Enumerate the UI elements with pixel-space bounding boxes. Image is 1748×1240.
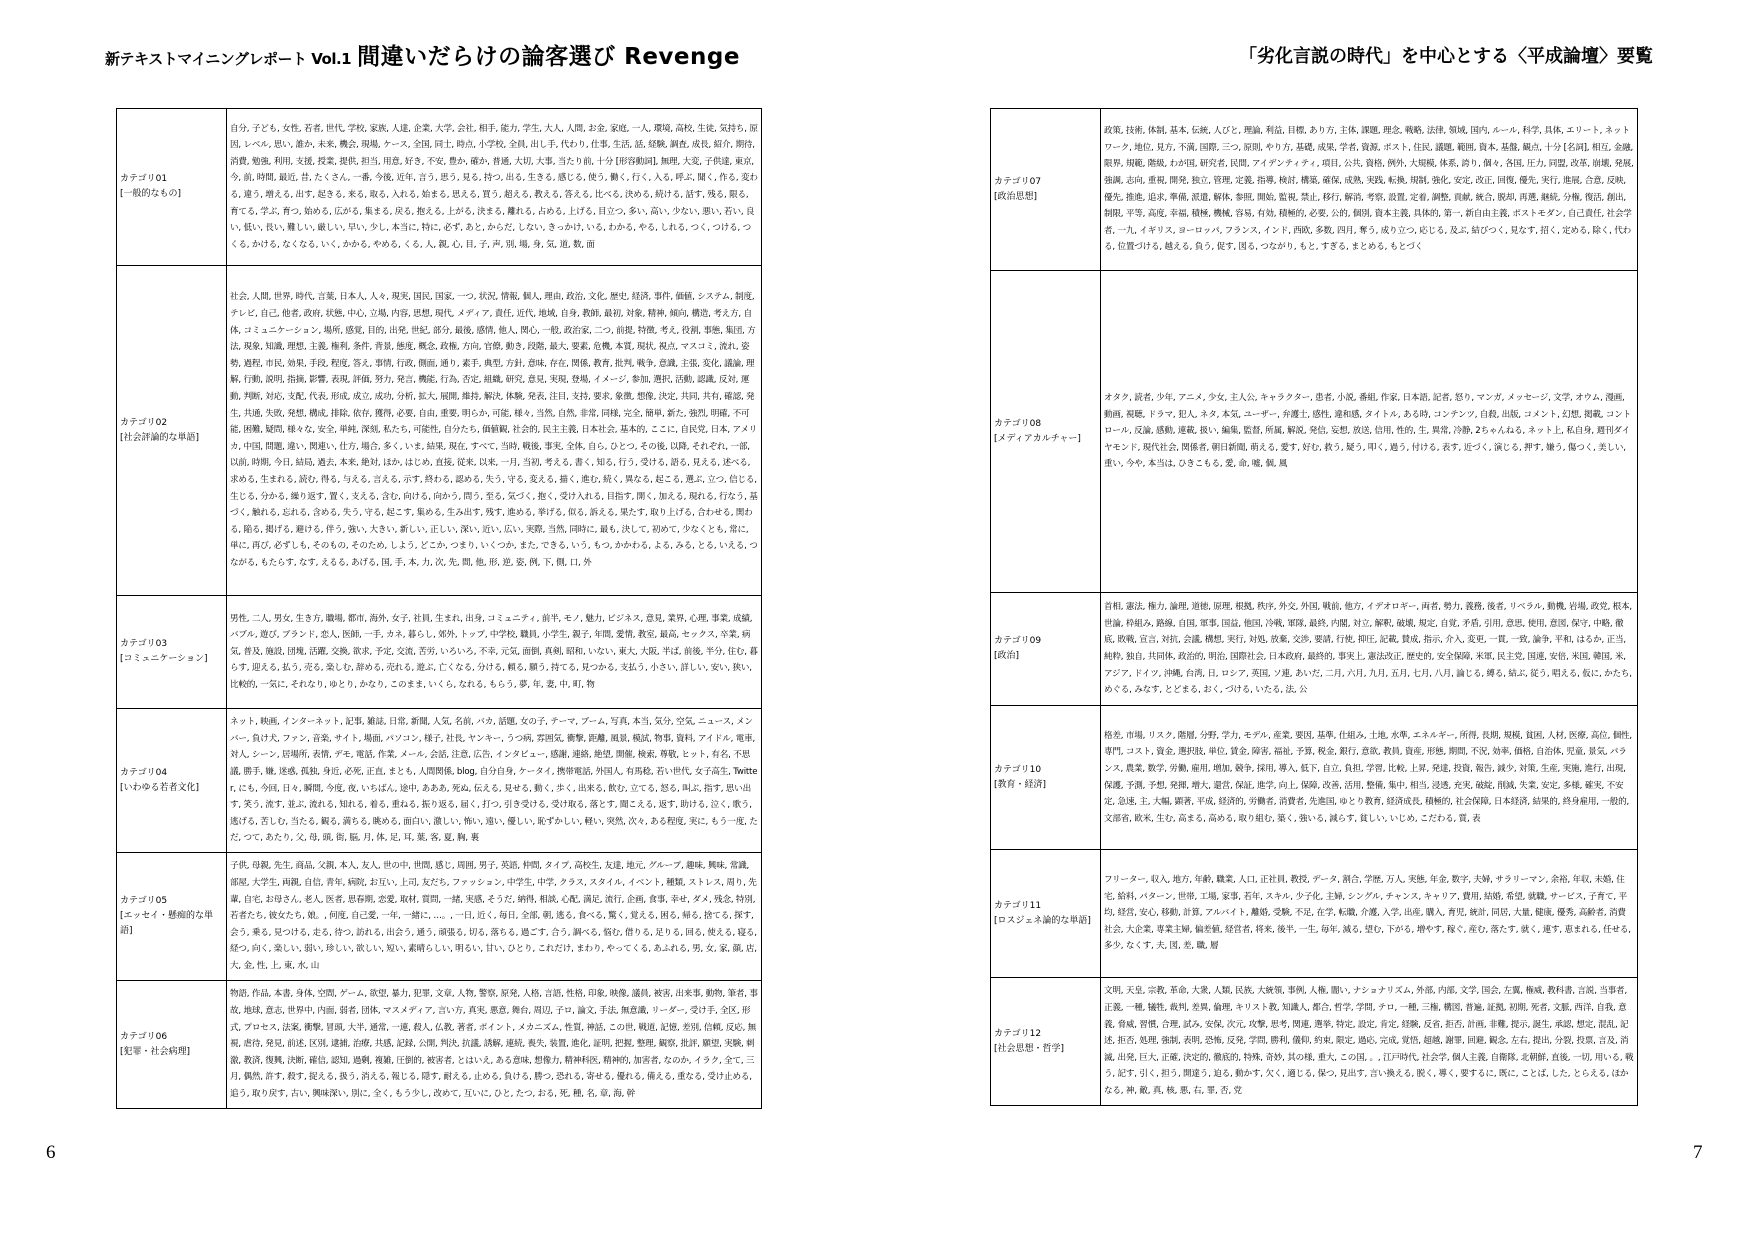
category-words: 子供, 母親, 先生, 商品, 父親, 本人, 友人, 世の中, 世間, 感じ, 周囲, 男子, 英語, 仲間, タイプ, 高校生, 友達, 地元, グループ, 趣味, 興味, 常識, 部屋, 大学生, 両親, 自信, 青年, 病院, お互い, 上司, 友だち, ファッション, 中学生, 中学, クラス, スタイル, イベント, 種類, ストレス, 周り, 先輩, 自宅, お母さん, 老人, 医者, 思春期, 恋愛, 取材, 質問, 一緒, 実感, そうだ, 納得, 相談, 心配, 満足, 流行, 企画, 食事, 幸せ, ダメ, 残念, 特別, 若者たち, 彼女たち, 娘。, 何度, 自己愛, 一年, 一緒に, …。, 一日, 近く, 毎日, 全部, 朝, 逃る, 食べる, 驚く, 覚える, 困る, 帰る, 捨てる, 探す, 会う, 乗る, 見つける, 走る, 待つ, 訪れる, 出会う, 通う, 頑張る, 切る, 落ちる, 過ごす, 合う, 調べる, 悩む, 借りる, 足りる, 回る, 使える, 寝る, 経つ, 向く, 楽しい, 弱い, 珍しい, 欲しい, 短い, 素晴らしい, 明るい, 甘い, ひとり, これだけ, まわり, やってくる, あふれる, 男, 女, 家, 顔, 店, 大, 金, 性, 上, 東, 水, 山 <box>227 853 762 981</box>
category-id: カテゴリ01 <box>120 174 168 184</box>
category-label <box>117 981 227 1109</box>
running-header-right: 「劣化言説の時代」を中心とする〈平成論壇〉要覧 <box>1239 46 1653 67</box>
category-label <box>117 596 227 709</box>
category-name: [社会思想・哲学] <box>994 1043 1065 1054</box>
category-id: カテゴリ10 <box>994 764 1042 775</box>
category-words: 文明, 天皇, 宗教, 革命, 大衆, 人類, 民族, 大統領, 事例, 人権, 闇い, ナショナリズム, 外部, 内部, 文学, 国会, 左翼, 権威, 教科書, 言説, 当事者, 正義, 一種, 犠牲, 裁判, 差異, 倫理, キリスト教, 知識人, 都合, 哲学, 学問, テロ, 一種, 三権, 構図, 普遍, 証拠, 初期, 死者, 文脈, 西洋, 自我, 意義, 脅威, 習慣, 合理, 試み, 安保, 次元, 攻撃, 思考, 関連, 選挙, 特定, 設定, 肯定, 経験, 反省, 拒否, 計画, 非難, 提示, 誕生, 承認, 想定, 混乱, 記述, 拒否, 処理, 強制, 表明, 恐怖, 反発, 学問, 勝利, 儀仰, 約束, 限定, 過応, 完成, 覚悟, 超越, 謝罪, 回避, 観念, 左右, 提出, 分裂, 投票, 言及, 消滅, 出発, 巨大, 正確, 決定的, 徹底的, 特殊, 奇妙, 其の様, 重大, この国, 。, 江戸時代, 社会学, 個人主義, 自衛隊, 北朝鮮, 直後, 一切, 用いる, 戦う, 記す, 引く, 担う, 開達う, 迫る, 動かす, 欠く, 適じる, 保つ, 見出す, 言い換える, 脱く, 導く, 要するに, 既に, ことば, した, とらえる, ほかなる, 神, 敵, 真, 核, 悪, 右, 罪, 否, 党 <box>1101 978 1638 1106</box>
category-name: [政治思想] <box>994 191 1038 202</box>
category-name: [政治] <box>994 651 1020 661</box>
category-words: 政策, 技術, 体制, 基本, 伝統, 人びと, 理論, 利益, 目標, あり方, 主体, 課題, 理念, 戦略, 法律, 領域, 国内, ルール, 科学, 具体, エリート, ネットワーク, 地位, 見方, 不満, 国際, 三つ, 原則, やり方, 基礎, 成果, 学者, 資源, ポスト, 住民, 議題, 範囲, 資本, 基盤, 観点, 十分 [名詞], 相互, 金融, 限界, 規範, 階級, わが国, 研究者, 民間, アイデンティティ, 項目, 公共, 資格, 例外, 大規模, 体系, 誇り, 個々, 各国, 圧力, 同盟, 改革, 崩壊, 発展, 強調, 志向, 重視, 開発, 独立, 管理, 定義, 指導, 検討, 構築, 確保, 成熟, 実践, 転換, 規制, 強化, 安定, 改正, 回復, 優先, 実行, 進展, 合意, 反映, 優先, 推進, 追求, 準備, 派遣, 解体, 参照, 開始, 監視, 禁止, 移行, 解消, 考察, 設置, 定着, 調整, 貢献, 統合, 脱却, 再選, 継続, 分権, 復活, 創出, 制限, 平等, 高度, 幸福, 積極, 機械, 容易, 有効, 積極的, 必要, 公的, 個別, 資本主義, 具体的, 第一, 新自由主義, ポストモダン, 自己責任, 社会学者, 一九, イギリス, ヨーロッパ, フランス, インド, 西欧, 多数, 四月, 奪う, 成り立つ, 応じる, 及ぶ, 結びつく, 見なす, 招く, 定める, 除く, 代わる, 位置づける, 越える, 負う, 促す, 図る, つながり, もと, すぎる, まとめる, もとづく <box>1101 109 1638 271</box>
category-id: カテゴリ04 <box>120 767 168 778</box>
category-label <box>991 593 1101 706</box>
table-row <box>991 978 1638 1106</box>
category-id: カテゴリ07 <box>994 176 1042 187</box>
category-name: [エッセイ・懸痴的な単語] <box>120 911 214 936</box>
category-name: [社会評論的な単語] <box>120 432 200 443</box>
category-words: 格差, 市場, リスク, 階層, 分野, 学力, モデル, 産業, 要因, 基準, 仕組み, 土地, 水準, エネルギー, 所得, 長期, 規模, 貧困, 人材, 医療, 高位, 個性, 専門, コスト, 資金, 選択肢, 単位, 賃金, 障害, 福祉, 予算, 税金, 銀行, 意欲, 教員, 資産, 形態, 期間, 不況, 効率, 価格, 自治体, 児童, 景気, パランス, 農業, 数学, 労働, 雇用, 増加, 競争, 採用, 導入, 低下, 自立, 負担, 学習, 比較, 上昇, 発達, 投資, 報告, 減少, 対策, 生産, 実施, 進行, 出現, 保護, 予測, 予想, 発揮, 増大, 還営, 保証, 進学, 向上, 保障, 改善, 活用, 整備, 集中, 相当, 浸透, 充実, 破綻, 削減, 失業, 安定, 多様, 確実, 不安定, 急速, 主, 大幅, 顕著, 平成, 経済的, 労働者, 消費者, 先進国, ゆとり教育, 経済成長, 積極的, 社会保障, 日本経済, 結果的, 終身雇用, 一般的, 文部省, 欧米, 生む, 高まる, 高める, 取り組む, 築く, 強いる, 減らす, 貧しい, いじめ, こだわる, 質, 表 <box>1101 706 1638 850</box>
category-name: [ロスジェネ論的な単語] <box>994 915 1091 926</box>
category-words: オタク, 読者, 少年, アニメ, 少女, 主人公, キャラクター, 患者, 小説, 番組, 作家, 日本語, 記者, 怒り, マンガ, メッセージ, 文学, オウム, 漫画, 動画, 視聴, ドラマ, 犯人, ネタ, 本気, ユーザー, 弁護士, 感性, 違和感, タイトル, ある時, コンテンツ, 自殺, 出版, コメント, 幻想, 掲載, コントロール, 反論, 感動, 連載, 扱い, 編集, 監督, 所属, 解説, 発信, 妄想, 放送, 信用, 性的, 生, 異常, 冷静, 2ちゃんねる, ネット上, 私自身, 週刊ダイヤモンド, 現代社会, 関係者, 朝日新聞, 萌える, 愛す, 好む, 救う, 疑う, 叩く, 過う, 付ける, 表す, 近づく, 演じる, 押す, 嫌う, 傷つく, 美しい, 重い, 今や, 本当は, ひきこもる, 愛, 命, 嘘, 個, 風 <box>1101 271 1638 593</box>
table-row <box>117 266 762 596</box>
category-id: カテゴリ05 <box>120 896 168 906</box>
category-id: カテゴリ03 <box>120 639 168 649</box>
category-name: [教育・経済] <box>994 779 1047 790</box>
category-table-right <box>990 108 1638 1106</box>
category-words: ネット, 映画, インターネット, 記事, 雑誌, 日常, 新聞, 人気, 名前, バカ, 話題, 女の子, テーマ, ブーム, 写真, 本当, 気分, 空気, ニュース, メンバー, 負け犬, ファン, 音楽, サイト, 場面, パソコン, 様子, 社長, ヤンキー, うつ病, 雰囲気, 衝撃, 距離, 風景, 模試, 物事, 資料, アイドル, 電車, 対人, シーン, 居場所, 表情, デモ, 電話, 作業, メール, 会話, 注意, 広告, インタビュー, 感謝, 連絡, 絶望, 開催, 検索, 尊敬, ヒット, 有名, 不思議, 勝手, 嫌, 迷惑, 孤独, 身近, 必死, 正直, まとも, 人間関係, blog, 自分自身, ケータイ, 携帯電話, 外国人, 有馬稔, 若い世代, 女子高生, Twitter, にも, 今回, 日々, 瞬間, 今度, 夜, いちばん, 途中, あああ, 死ぬ, 伝える, 見せる, 動く, 歩く, 出来る, 飲む, 立てる, 怒る, 叫ぶ, 指す, 思い出す, 笑う, 流す, 並ぶ, 流れる, 知れる, 着る, 重ねる, 振り返る, 届く, 打つ, 引き受ける, 受け取る, 落とす, 聞こえる, 返す, 助ける, 泣く, 歌う, 逃げる, 苦しむ, 当たる, 観る, 満ちる, 眺める, 面白い, 激しい, 怖い, 遠い, 優しい, 恥ずかしい, 軽い, 突然, 次々, ある程度, 実に, もう一度, ただ, つて, あたり, 父, 母, 頭, 街, 脳, 月, 体, 足, 耳, 葉, 客, 夏, 胸, 裏 <box>227 709 762 853</box>
category-label <box>991 271 1101 593</box>
report-series-label: 新テキストマイニングレポート Vol.1 <box>105 50 352 68</box>
page-number-left: 6 <box>46 1142 56 1163</box>
running-header-left <box>105 38 740 71</box>
category-words: フリーター, 収入, 地方, 年齢, 職業, 人口, 正社員, 教授, データ, 割合, 学歴, 万人, 実態, 年金, 数字, 夫婦, サラリーマン, 余裕, 年収, 未婚, 住宅, 給料, パターン, 世帯, 工場, 家事, 若年, スキル, 少子化, 主婦, シングル, チャンス, キャリア, 費用, 結婚, 希望, 就職, サービス, 子育て, 平均, 経営, 安心, 移動, 計算, アルバイト, 離婚, 受験, 不足, 在学, 転職, 介護, 入学, 出産, 購入, 育児, 統計, 同居, 大量, 健康, 優秀, 高齢者, 消費社会, 大企業, 専業主婦, 偏差値, 経営者, 将来, 後半, 一生, 毎年, 減る, 望む, 下がる, 増やす, 稼ぐ, 産む, 落たす, 就く, 連す, 恵まれる, 任せる, 多少, なくす, 夫, 図, 差, 職, 層 <box>1101 850 1638 978</box>
table-row <box>117 596 762 709</box>
page-number-right: 7 <box>1693 1142 1703 1163</box>
table-row <box>991 271 1638 593</box>
category-name: [いわゆる若者文化] <box>120 782 200 793</box>
category-name: [メディアカルチャー] <box>994 433 1081 444</box>
category-id: カテゴリ09 <box>994 636 1042 646</box>
table-row <box>991 706 1638 850</box>
table-row <box>991 109 1638 271</box>
category-label <box>991 850 1101 978</box>
category-id: カテゴリ12 <box>994 1028 1042 1039</box>
category-words: 社会, 人間, 世界, 時代, 言葉, 日本人, 人々, 現実, 国民, 国家, 一つ, 状況, 情報, 個人, 理由, 政治, 文化, 歴史, 経済, 事件, 価値, システム, 制度, テレビ, 自己, 他者, 政府, 状態, 中心, 立場, 内容, 思想, 現代, メディア, 責任, 近代, 地域, 自身, 教師, 最初, 対象, 精神, 傾向, 構造, 考え方, 自体, コミュニケーション, 場所, 感覚, 目的, 出発, 世紀, 部分, 最後, 感情, 他人, 関心, 一般, 政治家, 二つ, 前提, 特徴, 考え, 役割, 事態, 集団, 方法, 現象, 知識, 理想, 主義, 権利, 条件, 背景, 態度, 概念, 政権, 方向, 官僚, 動き, 段階, 最大, 要素, 危機, 本質, 現状, 視点, マスコミ, 流れ, 姿勢, 過程, 市民, 効果, 手段, 程度, 答え, 事情, 行政, 側面, 通り, 素手, 典型, 方針, 意味, 存在, 関係, 教育, 批判, 戦争, 意識, 主張, 変化, 議論, 理解, 行動, 説明, 指摘, 影響, 表現, 評価, 努力, 発言, 機能, 行為, 否定, 組織, 研究, 意見, 実現, 登場, イメージ, 参加, 選択, 活動, 認識, 反対, 運動, 判断, 対応, 支配, 代表, 形成, 成立, 成功, 分析, 拡大, 展開, 維持, 解決, 体験, 発表, 注目, 支持, 要求, 象徴, 想像, 決定, 共同, 共有, 確認, 発生, 共通, 失敗, 発想, 構成, 排除, 依存, 獲得, 必要, 自由, 重要, 明らか, 可能, 様々, 当然, 自然, 非常, 同様, 完全, 簡単, 新た, 強烈, 明確, 不可能, 困難, 疑問, 様々な, 安全, 単純, 深刻, 私たち, 可能性, 自分たち, 価値観, 社会的, 民主主義, 日本社会, 基本的, ここに, 自民党, 日本, アメリカ, 中国, 問題, 違い, 関連い, 仕方, 場合, 多く, いま, 結果, 現在, すべて, 当時, 戦後, 事実, 全体, 自ら, ひとつ, その後, 以降, それぞれ, 一部, 以前, 時期, 今日, 結局, 過去, 本来, 絶対, ほか, はじめ, 直接, 従来, 以来, 一月, 当初, 考える, 書く, 知る, 行う, 受ける, 語る, 見える, 述べる, 求める, 生まれる, 読む, 得る, 与える, 言える, 示す, 終わる, 認める, 失う, 守る, 変える, 描く, 進む, 続く, 異なる, 起こる, 選ぶ, 立つ, 信じる, 生じる, 分かる, 繰り返す, 置く, 支える, 含む, 向ける, 向かう, 問う, 至る, 気づく, 抱く, 受け入れる, 目指す, 開く, 加える, 現れる, 行なう, 基づく, 触れる, 忘れる, 含める, 失う, 守る, 起こす, 集める, 生み出す, 残す, 進める, 挙げる, 似る, 訴える, 果たす, 取り上げる, 合わせる, 関わる, 陥る, 掲げる, 避ける, 伴う, 強い, 大きい, 新しい, 正しい, 深い, 近い, 広い, 実際, 当然, 同時に, 最も, 決して, 初めて, 少なくとも, 常に, 単に, 再び, 必ずしも, そのもの, そのため, しよう, どこか, つまり, いくつか, また, できる, いう, もつ, かかわる, よる, みる, とる, いえる, つながる, もたらす, なす, えるる, あげる, 国, 手, 本, 力, 次, 先, 間, 他, 形, 逆, 姿, 例, 下, 側, 口, 外 <box>227 266 762 596</box>
category-id: カテゴリ02 <box>120 417 168 428</box>
category-label <box>117 109 227 266</box>
table-row <box>991 850 1638 978</box>
category-label <box>117 709 227 853</box>
category-name: [犯罪・社会病理] <box>120 1046 191 1057</box>
category-table-left <box>116 108 762 1109</box>
category-words: 男性, 二人, 男女, 生き方, 職場, 都市, 海外, 女子, 社員, 生まれ, 出身, コミュニティ, 前半, モノ, 魅力, ビジネス, 意見, 業界, 心理, 事業, 成績, バブル, 遊び, ブランド, 恋人, 医師, 一手, カネ, 暮らし, 郊外, トップ, 中学校, 職員, 小学生, 親子, 年間, 愛情, 教室, 最高, セックス, 卒業, 病気, 普及, 施設, 団塊, 活躍, 交換, 欲求, 予定, 交流, 苦労, いろいろ, 不幸, 元気, 面倒, 真剣, 昭和, いない, 東大, 大阪, 半ば, 前後, 半分, 住む, 暮らす, 迎える, 払う, 売る, 楽しむ, 辞める, 売れる, 遊ぶ, 亡くなる, 分ける, 頼る, 願う, 持てる, 見つかる, 支払う, 小さい, 詳しい, 安い, 狭い, 比較的, 一気に, それなり, ゆとり, かなり, このまま, いくら, なれる, もらう, 夢, 年, 妻, 中, 町, 物 <box>227 596 762 709</box>
table-row <box>117 709 762 853</box>
category-name: [一般的なもの] <box>120 189 182 199</box>
category-words: 自分, 子ども, 女性, 若者, 世代, 学校, 家族, 人達, 企業, 大学, 会社, 相手, 能力, 学生, 大人, 人間, お金, 家庭, 一人, 環境, 高校, 生徒, 気持ち, 原因, レベル, 思い, 誰か, 未来, 機会, 現場, ケース, 全国, 同士, 時点, 小学校, 全員, 出し手, 代わり, 仕事, 生活, 話, 経験, 調査, 成長, 紹介, 期待, 消費, 勉強, 利用, 支援, 授業, 提供, 担当, 用意, 好き, 不安, 豊か, 確か, 普通, 大切, 大事, 当たり前, 十分 [形容動詞], 無理, 大変, 子供達, 東京, 今, 前, 時間, 最近, 昔, たくさん, 一番, 今後, 近年, 言う, 思う, 見る, 持つ, 出る, 生きる, 感じる, 使う, 働く, 行く, 入る, 呼ぶ, 聞く, 作る, 変わる, 違う, 増える, 出す, 起きる, 来る, 取る, 入れる, 始まる, 思える, 買う, 超える, 教える, 答える, 比べる, 決める, 続ける, 話す, 残る, 限る, 育てる, 学ぶ, 育つ, 始める, 広がる, 集まる, 戻る, 抱える, 上がる, 決まる, 離れる, 占める, 上げる, 目立つ, 多い, 高い, 少ない, 悪い, 若い, 良い, 低い, 長い, 難しい, 厳しい, 早い, 少し, 本当に, 特に, 必ず, あと, からだ, しない, きっかけ, いる, わかる, やる, しれる, つく, つける, つくる, かける, なくなる, いく, かかる, やめる, くる, 人, 親, 心, 目, 子, 声, 別, 場, 身, 気, 道, 数, 面 <box>227 109 762 266</box>
report-title: 間違いだらけの論客選び Revenge <box>357 44 740 70</box>
category-id: カテゴリ06 <box>120 1031 168 1042</box>
table-row <box>117 109 762 266</box>
category-label <box>117 853 227 981</box>
category-id: カテゴリ11 <box>994 900 1042 911</box>
table-row <box>991 593 1638 706</box>
category-label <box>991 109 1101 271</box>
category-name: [コミュニケーション] <box>120 654 208 664</box>
category-words: 首相, 憲法, 権力, 論理, 道徳, 原理, 根拠, 秩序, 外交, 外国, 戦前, 他方, イデオロギー, 両者, 勢力, 義務, 後者, リベラル, 動機, 岩場, 政党, 根本, 世論, 枠組み, 路線, 自国, 軍事, 国益, 他国, 冷戦, 軍隊, 最終, 内閣, 対立, 解釈, 破壊, 規定, 自覚, 矛盾, 引用, 意思, 使用, 意図, 保守, 中略, 徹底, 敗戦, 宣言, 対抗, 会議, 構想, 実行, 対処, 放棄, 交渉, 要請, 行使, 抑圧, 記載, 賛成, 指示, 介入, 変更, 一貫, 一致, 論争, 平和, はるか, 正当, 純粋, 独自, 共同体, 政治的, 明治, 国際社会, 日本政府, 最終的, 事実上, 憲法改正, 歴史的, 安全保障, 米軍, 民主党, 国連, 安倍, 米国, 韓国, 米, アジア, ドイツ, 沖縄, 台湾, 日, ロシア, 英国, ソ連, あいだ, 二月, 六月, 九月, 五月, 七月, 八月, 論じる, 縛る, 結ぶ, 従う, 唱える, 仮に, かたち, めぐる, みなす, とどまる, おく, づける, いたる, 法, 公 <box>1101 593 1638 706</box>
category-words: 物語, 作品, 本書, 身体, 空間, ゲーム, 欲望, 暴力, 犯罪, 文章, 人物, 警察, 原発, 人格, 言語, 性格, 印象, 映像, 議員, 被害, 出来事, 動物, 筆者, 事故, 地球, 意志, 世界中, 内面, 弱者, 団体, マスメディア, 言い方, 真実, 悪意, 舞台, 周辺, 子ロ, 論文, 手法, 無意識, リーダー, 受け手, 全区, 形式, プロセス, 法案, 衝撃, 冒頭, 大半, 通常, 一連, 殺人, 仏教, 著者, ポイント, メカニズム, 性質, 神話, この世, 戦道, 記憶, 差別, 信頼, 反応, 無視, 虐待, 発見, 前述, 区別, 逮捕, 治療, 共感, 記録, 公開, 判決, 抗議, 誘解, 連続, 喪失, 装置, 進化, 証明, 把握, 整理, 観察, 批評, 願望, 実験, 刺激, 教済, 復興, 決断, 確信, 認知, 過剰, 複雑, 圧倒的, 被害者, とはいえ, ある意味, 想像力, 精神科医, 精神的, 加害者, なのか, イラク, 全て, 三月, 偶然, 許す, 殺す, 捉える, 扱う, 消える, 報じる, 隠す, 耐える, 止める, 負ける, 勝つ, 恐れる, 寄せる, 優れる, 備える, 重なる, 受け止める, 追う, 取り戻す, 古い, 興味深い, 別に, 全く, もう少し, 改めて, 互いに, ひと, たつ, おる, 死, 種, 名, 章, 海, 幹 <box>227 981 762 1109</box>
category-label <box>117 266 227 596</box>
category-label <box>991 706 1101 850</box>
table-row <box>117 853 762 981</box>
category-label <box>991 978 1101 1106</box>
category-id: カテゴリ08 <box>994 418 1042 429</box>
table-row <box>117 981 762 1109</box>
